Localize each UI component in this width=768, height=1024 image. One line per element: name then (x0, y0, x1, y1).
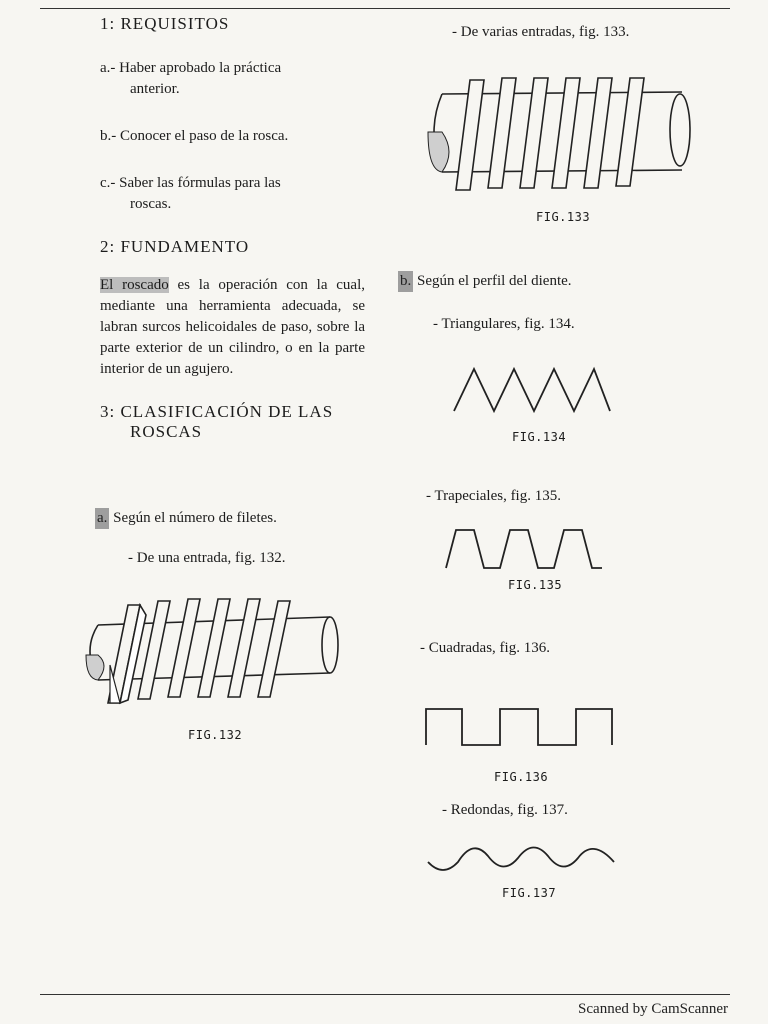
clasificacion-heading: 3: CLASIFICACIÓN DE LAS ROSCAS (100, 402, 334, 441)
triangulares-label: - Triangulares, fig. 134. (433, 316, 575, 332)
marker-b: b. (398, 271, 413, 292)
requisito-a: a.- Haber aprobado la práctica anterior. (100, 60, 282, 97)
fig133-screw-multi (422, 72, 697, 197)
fig137-round-profile (426, 836, 616, 874)
item-a: a. Según el número de filetes. (95, 508, 277, 529)
requisito-b: b.- Conocer el paso de la rosca. (100, 128, 289, 144)
fig134-label: FIG.134 (512, 430, 567, 444)
redondas-label: - Redondas, fig. 137. (442, 802, 568, 818)
fig136-label: FIG.136 (494, 770, 549, 784)
fig133-end-hatch (428, 132, 449, 172)
fig132-screw-single (80, 595, 350, 710)
fig132-end-hatch (86, 655, 104, 680)
fig133-label: FIG.133 (536, 210, 591, 224)
requisito-c: c.- Saber las fórmulas para las roscas. (100, 175, 281, 212)
item-b: b. Según el perfil del diente. (398, 271, 572, 292)
fig134-triangular-profile (452, 365, 612, 415)
trapeciales-label: - Trapeciales, fig. 135. (426, 488, 561, 504)
fig137-label: FIG.137 (502, 886, 557, 900)
fig135-trapezoidal-profile (444, 528, 604, 570)
fundamento-heading: 2: FUNDAMENTO (100, 237, 250, 256)
scanner-watermark: Scanned by CamScanner (578, 1001, 728, 1017)
fig132-label: FIG.132 (188, 728, 243, 742)
una-entrada-label: - De una entrada, fig. 132. (128, 550, 286, 566)
fig133-threads (456, 78, 644, 190)
marker-a: a. (95, 508, 109, 529)
fig136-square-profile (424, 707, 614, 747)
cuadradas-label: - Cuadradas, fig. 136. (420, 640, 550, 656)
requisitos-heading: 1: REQUISITOS (100, 14, 230, 33)
fig132-threads (108, 599, 290, 703)
fundamento-paragraph: El roscado es la operación con la cual, mediante una herramienta adecuada, se labran surcos helicoidales de paso, sobre la parte exterior de un cilindro, o en la parte interior de un agujero. (100, 277, 366, 377)
term-roscado: El roscado (100, 277, 169, 293)
fig135-label: FIG.135 (508, 578, 563, 592)
varias-entradas-label: - De varias entradas, fig. 133. (452, 24, 630, 40)
left-column (100, 14, 365, 442)
